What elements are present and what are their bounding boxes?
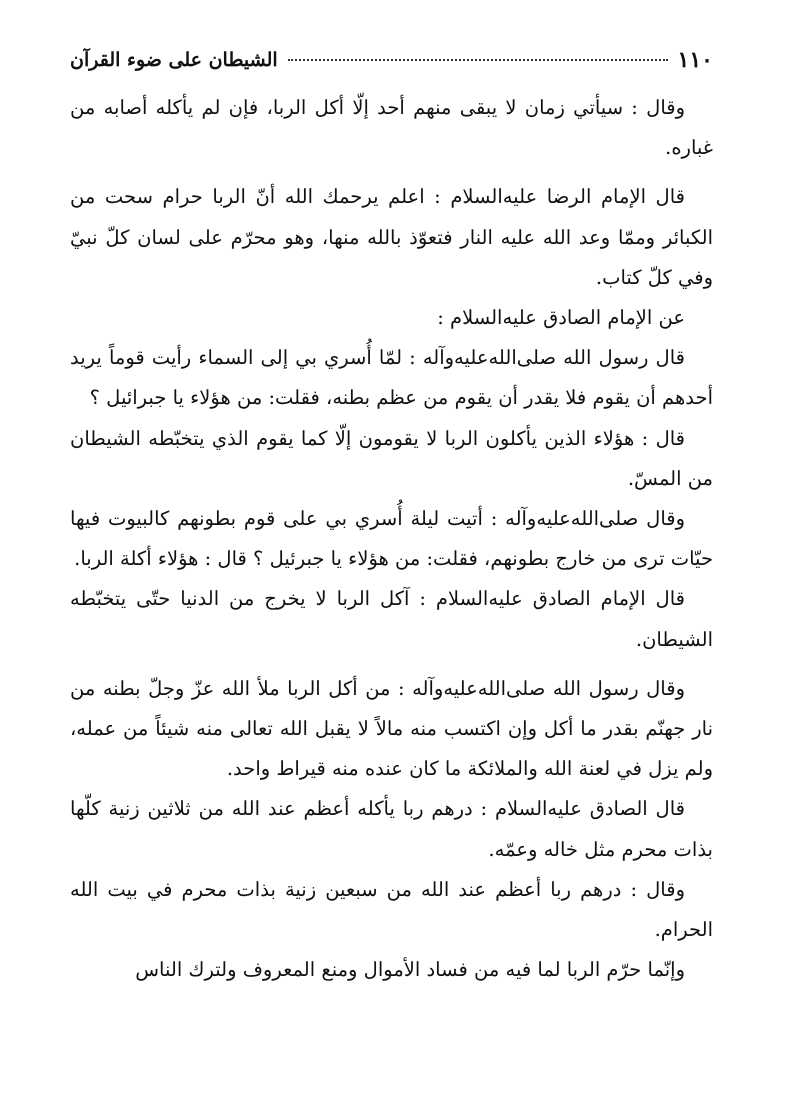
paragraph: قال الإمام الرضا عليه‌السلام : اعلم يرحمك الله أنّ الربا حرام سحت من الكبائر وممّا وعد الله عليه النار فتعوّذ بالله منها، وهو محرّم على لسان كلّ نبيّ وفي كلّ كتاب. xyxy=(70,185,713,289)
paragraph: وإنّما حرّم الربا لما فيه من فساد الأموال ومنع المعروف ولترك الناس xyxy=(135,958,685,982)
running-title: الشيطان على ضوء القرآن xyxy=(70,49,278,71)
paragraph: عن الإمام الصادق عليه‌السلام : xyxy=(437,306,685,330)
paragraph: وقال : سيأتي زمان لا يبقى منهم أحد إلّا أكل الربا، فإن لم يأكله أصابه من غباره. xyxy=(70,96,713,160)
paragraph: قال الإمام الصادق عليه‌السلام : آكل الربا لا يخرج من الدنيا حتّى يتخبّطه الشيطان. xyxy=(70,587,713,651)
page-number: ١١٠ xyxy=(677,47,713,73)
paragraph: وقال رسول الله صلى‌الله‌عليه‌وآله : من أكل الربا ملأ الله عزّ وجلّ بطنه من نار جهنّم بقدر ما أكل وإن اكتسب منه مالاً لا يقبل الله تعالى منه شيئاً من عمله، ولم يزل في لعنة الله والملائكة ما كان عنده منه قيراط واحد. xyxy=(70,676,713,781)
running-header xyxy=(70,44,713,76)
paragraph: قال : هؤلاء الذين يأكلون الربا لا يقومون إلّا كما يقوم الذي يتخبّطه الشيطان من المسّ. xyxy=(70,426,713,490)
header-dotted-leader xyxy=(288,59,668,61)
paragraph: وقال : درهم ربا أعظم عند الله من سبعين زنية بذات محرم في بيت الله الحرام. xyxy=(70,877,713,942)
paragraph: وقال صلى‌الله‌عليه‌وآله : أتيت ليلة أُسري بي على قوم بطونهم كالبيوت فيها حيّات ترى من خارج بطونهم، فقلت: من هؤلاء يا جبرئيل ؟ قال : هؤلاء أكلة الربا. xyxy=(70,507,713,571)
paragraph: قال رسول الله صلى‌الله‌عليه‌وآله : لمّا أُسري بي إلى السماء رأيت قوماً يريد أحدهم أن يقوم فلا يقدر أن يقوم من عظم بطنه، فقلت: من هؤلاء يا جبرائيل ؟ xyxy=(70,346,713,410)
paragraph: قال الصادق عليه‌السلام : درهم ربا يأكله أعظم عند الله من ثلاثين زنية كلّها بذات محرم مثل خاله وعمّه. xyxy=(70,797,713,861)
body-text xyxy=(70,88,713,990)
